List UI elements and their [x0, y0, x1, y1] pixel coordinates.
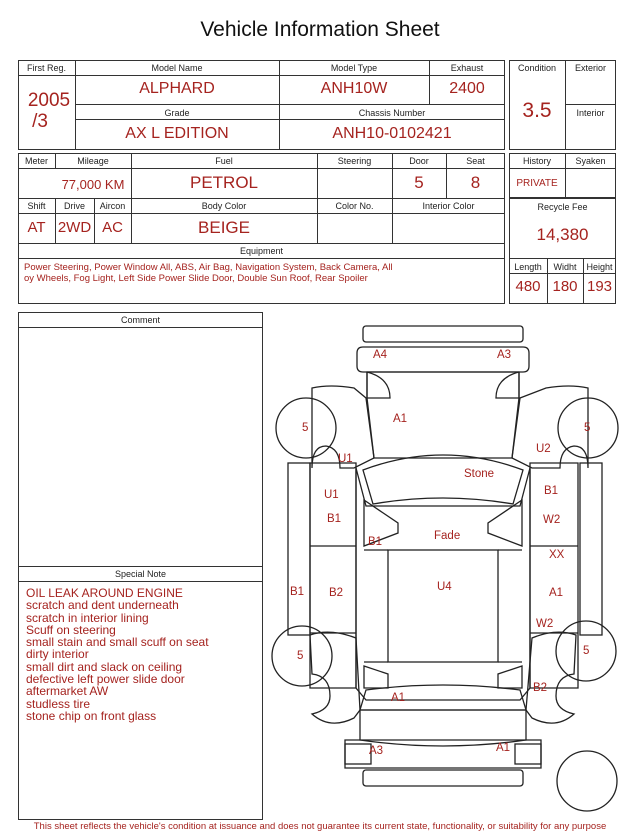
- rear-bottom-strip: [363, 770, 523, 786]
- fuel-label: Fuel: [215, 156, 233, 166]
- mileage-value: 77,000 KM: [61, 177, 125, 192]
- mark-stone-windshield: Stone: [464, 468, 495, 480]
- mark-xx-right: XX: [549, 549, 565, 561]
- height-value: 193: [586, 278, 613, 295]
- rear-right-light: [515, 744, 541, 764]
- mark-a3-front-right: A3: [497, 349, 512, 361]
- mark-a1-rear-right: A1: [496, 742, 511, 754]
- model-type-value: ANH10W: [320, 80, 388, 97]
- special-notes-list: [26, 587, 209, 722]
- left-rear-fender: [310, 632, 360, 723]
- right-rear-fender: [526, 632, 576, 723]
- length-value: 480: [515, 278, 541, 295]
- model-type-label: Model Type: [330, 63, 378, 73]
- condition-label: Condition: [517, 63, 557, 73]
- equipment-label: Equipment: [239, 246, 284, 256]
- recycle-fee-value: 14,380: [536, 225, 589, 244]
- seat-value: 8: [470, 173, 481, 192]
- mileage-label: Mileage: [77, 156, 109, 166]
- history-label: History: [522, 156, 551, 166]
- equipment-line-2: oy Wheels, Fog Light, Left Side Power Slide Door, Double Sun Roof, Rear Spoiler: [24, 273, 368, 284]
- note-item: scratch in interior lining: [26, 610, 149, 625]
- left-headlight: [367, 372, 390, 398]
- mark-b1-pillar: B1: [368, 536, 383, 548]
- mark-tire-rear-left: 5: [297, 650, 304, 662]
- height-label: Height: [586, 262, 613, 272]
- mark-b1-right-door: B1: [544, 485, 559, 497]
- chassis-number-value: ANH10-0102421: [332, 125, 452, 142]
- interior-label: Interior: [576, 108, 605, 118]
- mark-b2-left-door: B2: [329, 587, 344, 599]
- special-note-label: Special Note: [114, 569, 167, 579]
- seat-label: Seat: [466, 156, 485, 166]
- hood-panel: [367, 372, 519, 458]
- rear-left-light: [345, 744, 371, 764]
- drive-value: 2WD: [57, 219, 92, 236]
- aircon-label: Aircon: [99, 201, 126, 211]
- note-item: OIL LEAK AROUND ENGINE: [26, 586, 183, 600]
- roof-panel: [388, 550, 498, 662]
- mark-a3-rear-left: A3: [369, 745, 384, 757]
- note-item: defective left power slide door: [26, 672, 185, 687]
- mark-b2-right-rear: B2: [533, 682, 548, 694]
- windshield: [363, 455, 523, 504]
- disclaimer-footer: This sheet reflects the vehicle's condition at issuance and does not guarantee its current state, functionality, or suitability for any purpose: [33, 821, 607, 832]
- first-reg-month: /3: [32, 111, 48, 132]
- mark-w2-right-door: W2: [543, 514, 561, 526]
- note-item: small dirt and slack on ceiling: [26, 659, 183, 674]
- mark-w2-right-lower: W2: [536, 618, 554, 630]
- mark-u2-right-fender: U2: [536, 443, 551, 455]
- mark-b1-left-door: B1: [327, 513, 342, 525]
- mark-a1-hood: A1: [393, 413, 408, 425]
- note-item: aftermarket AW: [26, 684, 109, 699]
- right-side-strip: [580, 463, 602, 635]
- equipment-line-1: Power Steering, Power Window All, ABS, Air Bag, Navigation System, Back Camera, All: [24, 262, 393, 273]
- sheet-title: Vehicle Information Sheet: [200, 18, 440, 41]
- aircon-value: AC: [102, 219, 123, 236]
- shift-value: AT: [27, 219, 46, 236]
- mark-u1-left-fender: U1: [338, 453, 353, 465]
- exterior-label: Exterior: [574, 63, 606, 73]
- steering-label: Steering: [337, 156, 372, 166]
- comment-label: Comment: [120, 315, 160, 325]
- length-label: Length: [514, 262, 542, 272]
- equipment-list: [24, 262, 434, 284]
- note-item: studless tire: [26, 696, 91, 711]
- mark-b1-left-sill: B1: [290, 586, 305, 598]
- exhaust-value: 2400: [449, 80, 485, 97]
- condition-score: 3.5: [522, 99, 552, 122]
- body-color-value: BEIGE: [198, 218, 250, 237]
- mark-tire-rear-right: 5: [583, 645, 590, 657]
- width-value: 180: [552, 278, 578, 295]
- first-reg-label: First Reg.: [26, 63, 66, 73]
- color-no-label: Color No.: [335, 201, 374, 211]
- chassis-number-label: Chassis Number: [358, 108, 426, 118]
- fuel-value: PETROL: [189, 173, 259, 192]
- grade-value: AX L EDITION: [125, 125, 229, 142]
- drive-label: Drive: [63, 201, 85, 211]
- mark-a1-rear: A1: [391, 692, 406, 704]
- shift-label: Shift: [27, 201, 46, 211]
- mark-tire-front-left: 5: [302, 422, 309, 434]
- left-side-strip: [288, 463, 310, 635]
- right-headlight: [496, 372, 519, 398]
- mark-a1-right-door: A1: [549, 587, 564, 599]
- note-item: stone chip on front glass: [26, 708, 157, 723]
- mark-u4-roof: U4: [437, 581, 452, 593]
- note-item: Scuff on steering: [26, 622, 116, 637]
- left-rear-quarter: [364, 666, 388, 688]
- mark-u1-left-door: U1: [324, 489, 339, 501]
- syaken-label: Syaken: [575, 156, 606, 166]
- front-top-strip: [363, 326, 523, 342]
- recycle-fee-label: Recycle Fee: [537, 202, 588, 212]
- mark-tire-front-right: 5: [584, 422, 591, 434]
- mark-fade-roof: Fade: [434, 530, 461, 542]
- history-value: PRIVATE: [516, 178, 558, 189]
- meter-label: Meter: [24, 156, 48, 166]
- right-rear-quarter: [498, 666, 522, 688]
- car-damage-diagram: [270, 318, 630, 818]
- model-name-label: Model Name: [151, 63, 203, 73]
- door-label: Door: [409, 156, 429, 166]
- note-item: small stain and small scuff on seat: [26, 635, 209, 650]
- first-reg-year: 2005: [27, 90, 71, 111]
- body-color-label: Body Color: [201, 201, 247, 211]
- grade-label: Grade: [164, 108, 190, 118]
- door-value: 5: [414, 173, 424, 192]
- interior-color-label: Interior Color: [422, 201, 475, 211]
- exhaust-label: Exhaust: [450, 63, 484, 73]
- rear-window: [360, 685, 526, 710]
- model-name-value: ALPHARD: [139, 80, 215, 97]
- mark-a4-front-left: A4: [373, 349, 388, 361]
- spare-tire: [557, 751, 617, 811]
- right-front-pillar: [488, 500, 522, 546]
- note-item: dirty interior: [26, 647, 89, 662]
- width-label: Widht: [553, 262, 577, 272]
- note-item: scratch and dent underneath: [26, 598, 179, 613]
